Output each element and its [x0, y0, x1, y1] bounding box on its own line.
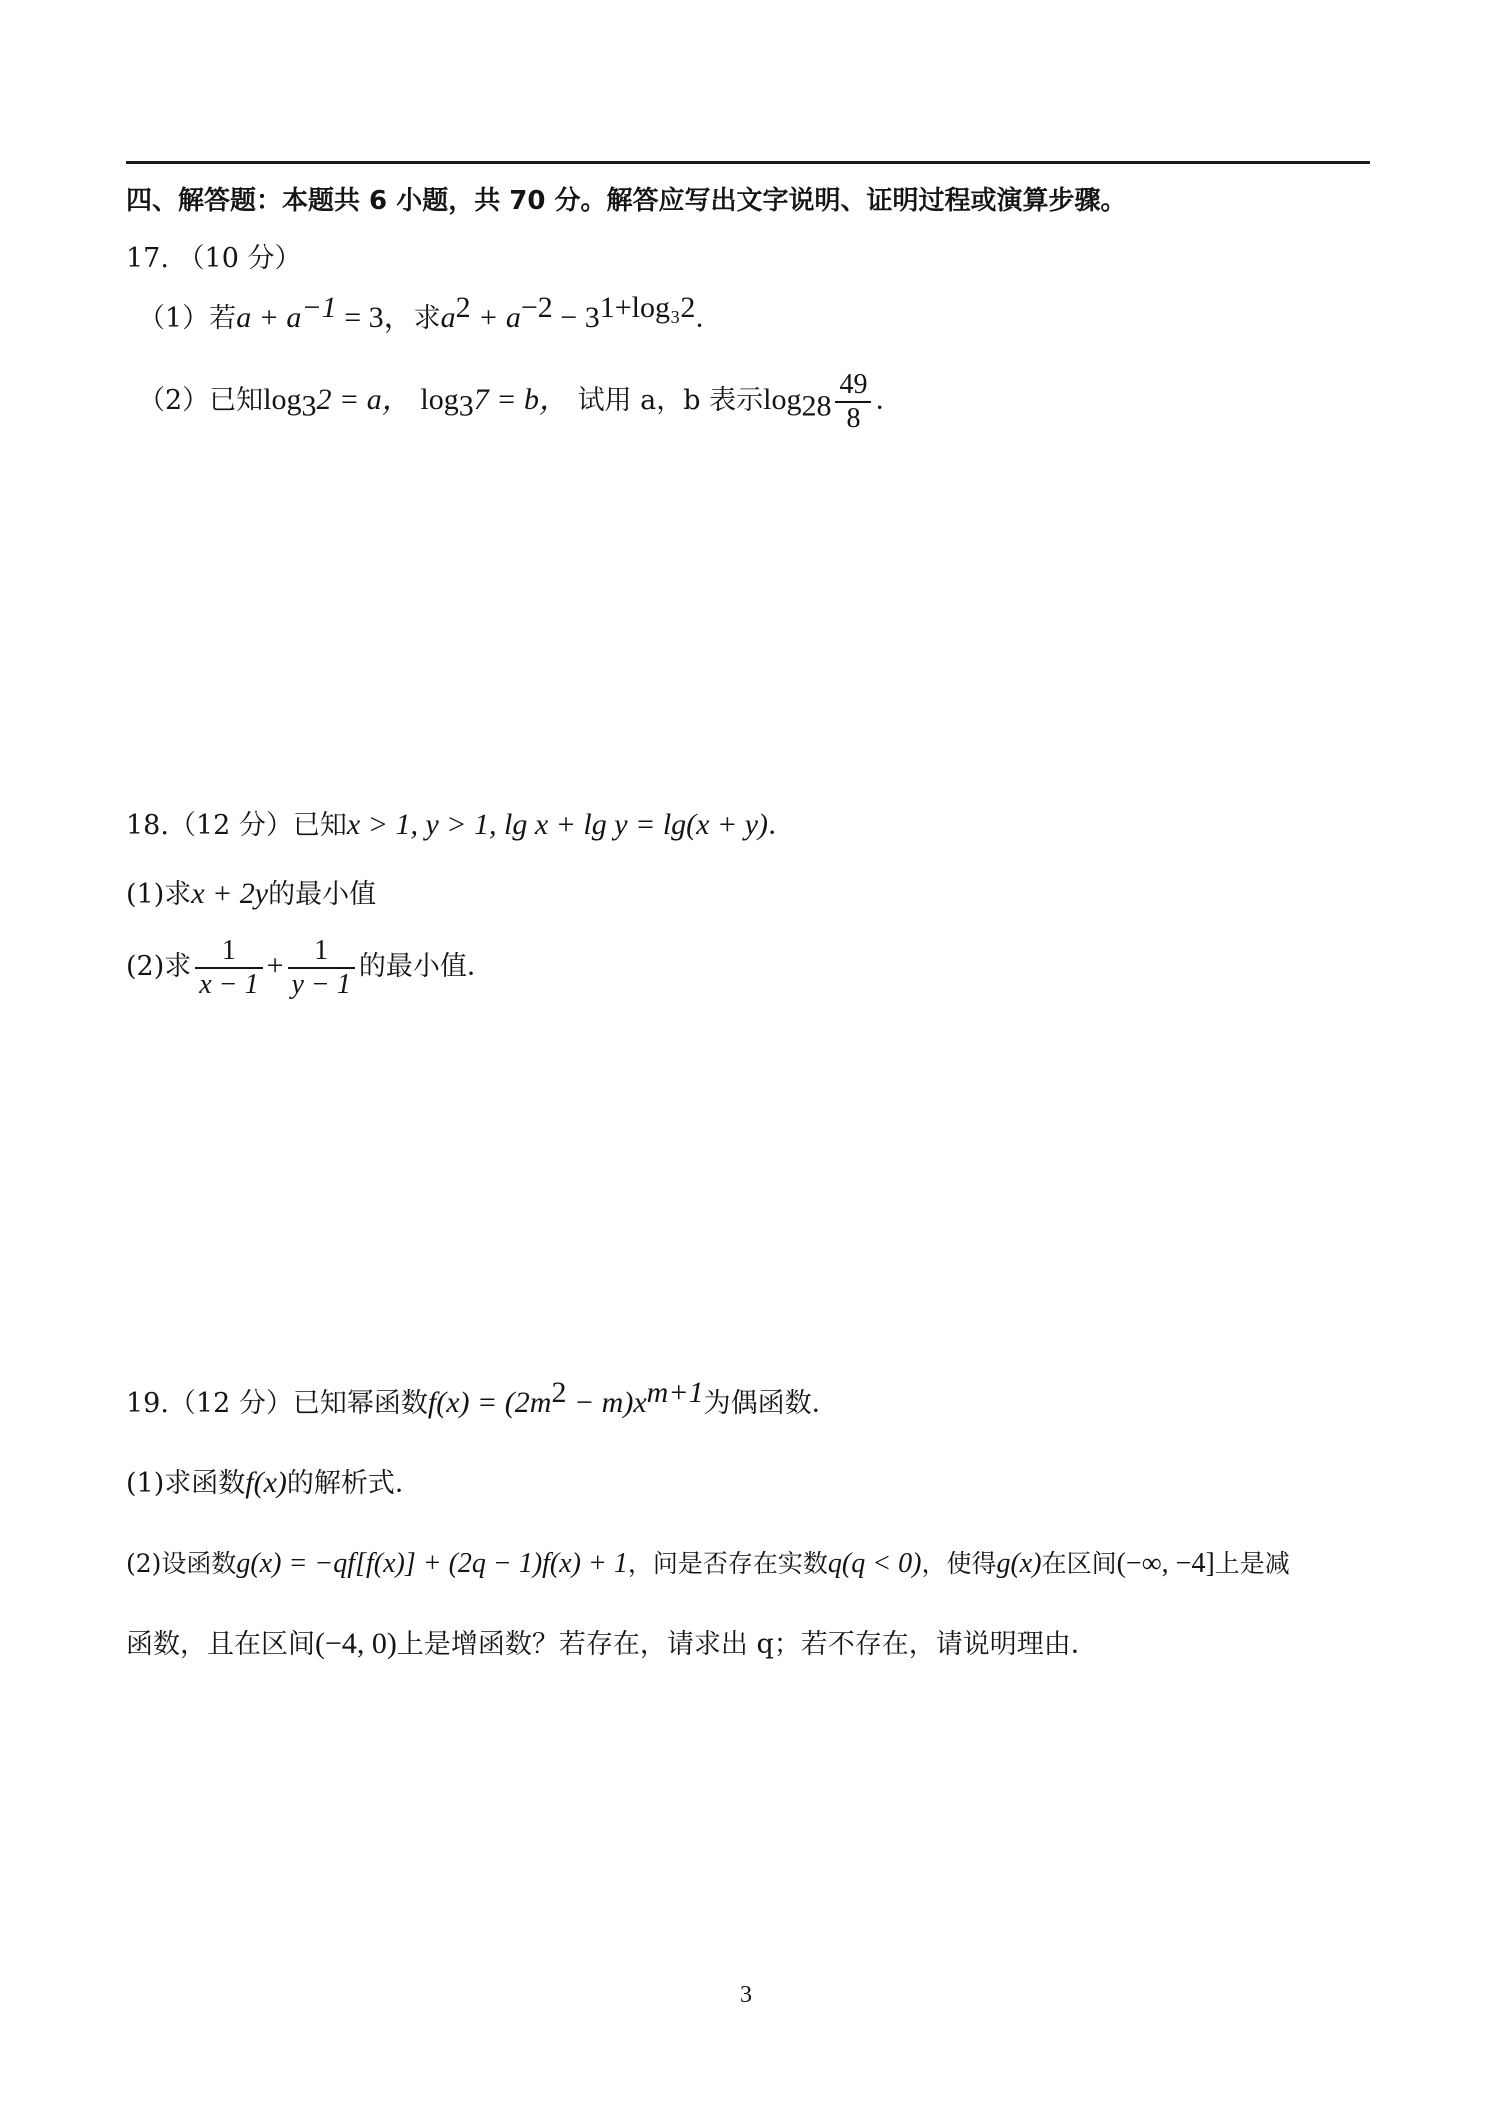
section-header: [126, 183, 1126, 219]
q17-fraction-den: 8: [846, 402, 861, 434]
q17-points: （10 分）: [177, 243, 302, 274]
q17-part1-cond: a + a: [236, 301, 302, 334]
page-number: 3: [740, 1982, 752, 2008]
q17-number: 17.: [126, 243, 169, 274]
q18-part2: [126, 928, 494, 1005]
q18-part2-tail: 的最小值．: [358, 951, 494, 982]
q17-part1: [138, 291, 723, 337]
q19-line2-rest: 上是增函数？若存在，请求出 q；若不存在，请说明理由．: [396, 1629, 1098, 1660]
q19-part2-mid1: ，问是否存在实数: [627, 1549, 828, 1578]
q17-part1-eq: = 3，: [336, 301, 414, 334]
q18-condition: x > 1, y > 1, lg x + lg y = lg(x + y): [346, 808, 769, 841]
q17-part2-base1: 3: [301, 389, 317, 423]
q17-part2-log3: log: [763, 383, 802, 416]
q18-part1-expr: x + 2y: [191, 877, 269, 910]
q18-given: 已知: [292, 810, 347, 841]
q19-part1: [126, 1465, 422, 1502]
q19-part1-tail: 的解析式．: [286, 1468, 422, 1499]
q19-part2-q: q(q < 0): [827, 1548, 922, 1579]
q17-part1-ask: 求: [413, 303, 441, 334]
q17-part1-expr-b: + a: [470, 301, 521, 334]
q19-part2-expr: g(x) = −qf[f(x)] + (2q − 1)f(x) + 1: [236, 1548, 628, 1579]
q18-heading: [126, 807, 795, 844]
q19-line2-interval2: (−4, 0): [315, 1627, 397, 1660]
q18-part1-tail: 的最小值: [268, 879, 377, 910]
q17-part2-val2: 7 = b，: [473, 383, 569, 416]
q17-part2-mid: 试用 a，b 表示: [577, 385, 764, 416]
q18-fraction-1-num: 1: [195, 935, 262, 969]
q18-points: （12 分）: [168, 810, 293, 841]
q19-exp1: 2: [551, 1376, 567, 1409]
q18-fraction-1-den: x − 1: [199, 968, 259, 1000]
q17-part2: [138, 362, 902, 439]
q19-part2-mid4: 上是减: [1214, 1549, 1290, 1578]
q17-part2-end: ．: [875, 385, 903, 416]
q18-part1-label: (1)求: [126, 879, 192, 910]
q17-part1-expr-a: a: [440, 301, 456, 334]
q17-part2-log1: log: [263, 383, 302, 416]
q17-heading: [126, 241, 302, 277]
q17-part1-end: ．: [695, 303, 723, 334]
q19-func-mid: − m)x: [566, 1386, 647, 1419]
q19-points: （12 分）: [168, 1388, 293, 1419]
q19-exp2: m+1: [646, 1376, 704, 1409]
q19-part2-interval1: (−∞, −4]: [1116, 1548, 1215, 1579]
q17-part1-label: （1）若: [138, 303, 237, 334]
q17-part2-label: （2）已知: [138, 385, 264, 416]
q18-fraction-1: [195, 935, 262, 1001]
q18-fraction-2: [288, 935, 355, 1001]
q17-fraction: [835, 369, 871, 435]
q17-part1-exp4: 1+log₃2: [599, 291, 696, 324]
q17-part1-expr-c: − 3: [552, 301, 600, 334]
q19-part2-mid2: ，使得: [921, 1549, 997, 1578]
q17-part1-exp3: −2: [520, 291, 553, 324]
q17-part2-log2: log: [420, 383, 459, 416]
q17-part1-exp2: 2: [455, 291, 471, 324]
q19-line2-start: 函数，且在区间: [126, 1629, 315, 1660]
section-header-text: 四、解答题：本题共 6 小题，共 70 分。解答应写出文字说明、证明过程或演算步骤。: [126, 186, 1127, 216]
q18-fraction-2-num: 1: [288, 935, 355, 969]
q19-number: 19.: [126, 1388, 169, 1419]
q19-func: f(x) = (2m: [427, 1386, 552, 1419]
q19-given: 已知幂函数: [292, 1388, 428, 1419]
q19-part1-label: (1)求函数: [126, 1468, 246, 1499]
q17-part1-exp1: −1: [301, 291, 337, 324]
q18-part1: [126, 876, 376, 913]
q19-part1-expr: f(x): [245, 1466, 287, 1499]
q18-plus: +: [266, 949, 284, 982]
q18-end: ．: [768, 810, 796, 841]
q17-fraction-num: 49: [835, 369, 871, 403]
q17-part2-base3: 28: [801, 389, 832, 423]
q19-part2-line2: [126, 1626, 1098, 1663]
q17-part2-base2: 3: [458, 389, 474, 423]
q18-number: 18.: [126, 810, 169, 841]
q19-part2: [126, 1546, 1290, 1582]
q19-part2-mid3: 在区间: [1041, 1549, 1117, 1578]
header-rule: [126, 161, 1370, 164]
q17-part2-val1: 2 = a，: [316, 383, 412, 416]
q18-part2-label: (2)求: [126, 951, 192, 982]
q19-part2-g: g(x): [996, 1548, 1042, 1579]
q19-part2-label: (2)设函数: [126, 1549, 237, 1578]
q19-tail: 为偶函数．: [703, 1388, 839, 1419]
q19-heading: [126, 1376, 839, 1422]
q18-fraction-2-den: y − 1: [291, 968, 351, 1000]
